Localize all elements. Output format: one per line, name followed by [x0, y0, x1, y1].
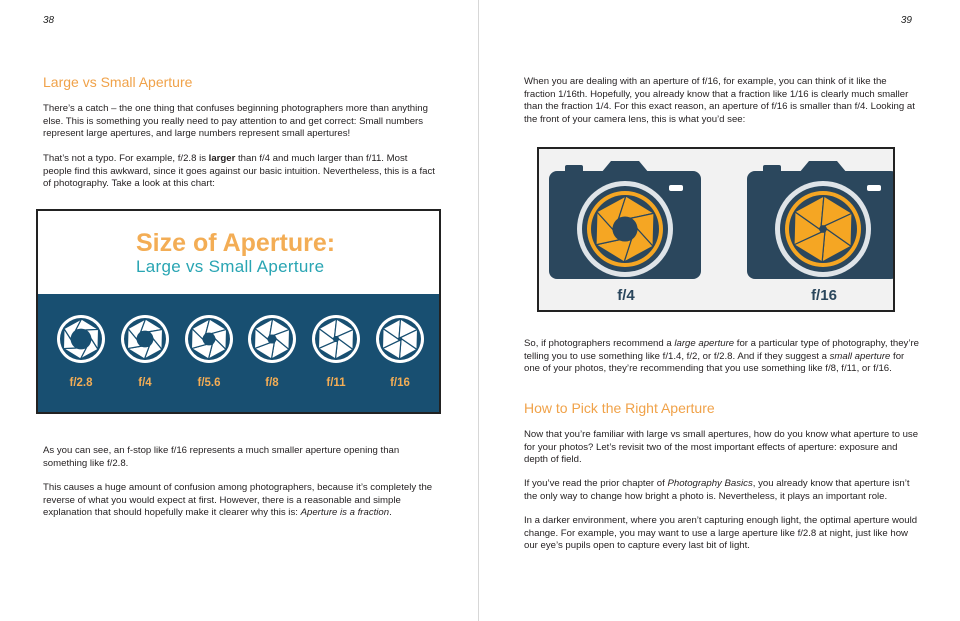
paragraph: In a darker environment, where you aren’t capturing enough light, the optimal aperture would change. For example, you may want to use a large aperture like f/2.8 at night, just like how our eye’s pupils open to capture every last bit of light.: [524, 515, 918, 552]
chart-aperture-row: [38, 294, 439, 414]
aperture-size-chart: [36, 209, 441, 414]
paragraph: That’s not a typo. For example, f/2.8 is larger than f/4 and much larger than f/11. Most people find this awkward, since it goes against our basic intuition. Nevertheless, this is a fact of photography. Take a look at this chart:: [43, 153, 435, 190]
paragraph: As you can see, an f-stop like f/16 represents a much smaller aperture opening than something like f/2.8.: [43, 445, 400, 469]
paragraph: When you are dealing with an aperture of f/16, for example, you can think of it like the fraction 1/16th. Hopefully, you already know that a fraction like 1/16 is clearly much smaller than the fraction 1/4. For this exact reason, an aperture of f/16 is smaller than f/4. Looking at the front of your camera lens, this is what you’d see:: [524, 76, 915, 125]
camera-icon: [747, 161, 893, 279]
camera-label-f16: f/16: [811, 287, 837, 304]
camera-comparison-figure: [537, 147, 895, 312]
f-stop-label: f/11: [326, 377, 346, 389]
page-number: 38: [43, 15, 55, 26]
paragraph: There’s a catch – the one thing that confuses beginning photographers more than anything else. This is something you really need to pay attention to and get correct: Small numbers represent large apertures, and large numbers represent small apertures!: [43, 103, 428, 140]
aperture-icon: [785, 191, 861, 267]
camera-illustrations: [539, 149, 893, 310]
f-stop-label: f/4: [138, 377, 152, 389]
left-page: [0, 0, 479, 621]
f-stop-label: f/5.6: [197, 377, 221, 389]
chart-header: [38, 211, 439, 294]
paragraph: If you’ve read the prior chapter of Photography Basics, you already know that aperture isn’t the only way to change how bright a photo is. Nevertheless, it plays an important role.: [524, 478, 910, 502]
right-page: [480, 0, 959, 621]
aperture-icon: [121, 315, 169, 363]
aperture-icon: [57, 315, 105, 363]
chart-subtitle: Large vs Small Aperture: [136, 257, 325, 276]
aperture-icon: [376, 315, 424, 363]
aperture-icon: [185, 315, 233, 363]
aperture-icons: [38, 294, 439, 414]
camera-icon: [549, 161, 701, 279]
paragraph: So, if photographers recommend a large aperture for a particular type of photography, they’re telling you to use something like f/1.4, f/2, or f/2.8. And if they suggest a small aperture for one of your photos, they’re recommending that you use something like f/8, f/11, or f/16.: [524, 338, 919, 375]
page-number: 39: [900, 15, 912, 26]
f-stop-label: f/2.8: [69, 377, 93, 389]
section-heading: Large vs Small Aperture: [43, 74, 193, 90]
f-stop-label: f/16: [390, 377, 410, 389]
aperture-icon: [248, 315, 296, 363]
aperture-icon: [587, 191, 663, 267]
chart-title: Size of Aperture:: [136, 229, 336, 257]
camera-label-f4: f/4: [617, 287, 635, 304]
f-stop-label: f/8: [265, 377, 279, 389]
paragraph: This causes a huge amount of confusion among photographers, because it’s completely the reverse of what you would expect at first. However, there is a reasonable and simple explanation that should hopefully make it clearer why this is: Aperture is a fraction.: [43, 482, 433, 519]
aperture-icon: [312, 315, 360, 363]
paragraph: Now that you’re familiar with large vs small apertures, how do you know what aperture to use for your photos? Let’s revisit two of the most important effects of aperture: exposure and depth of field.: [524, 429, 919, 466]
section-heading: How to Pick the Right Aperture: [524, 400, 715, 416]
